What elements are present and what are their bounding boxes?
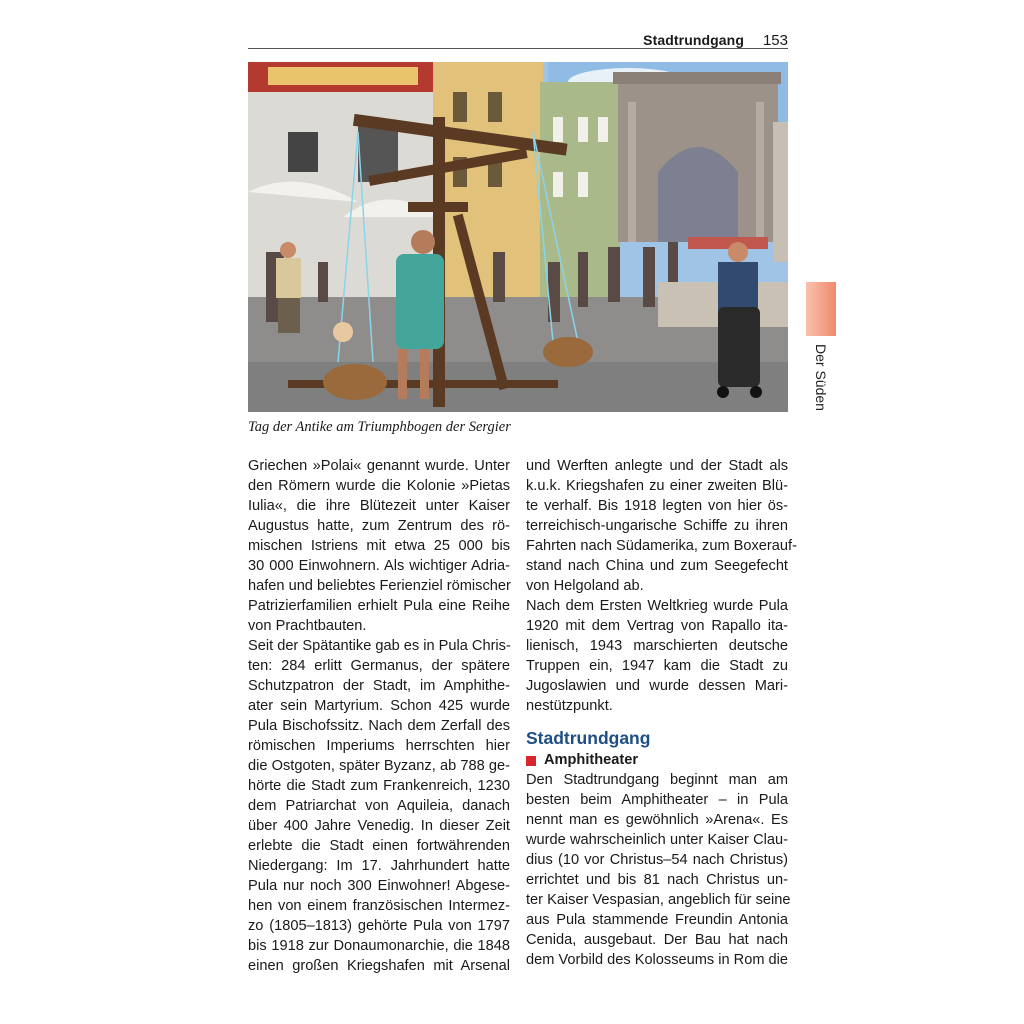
text-line: die Ostgoten, später Byzanz, ab 788 ge- (248, 758, 510, 774)
text-line: Jugoslawien und wurde dessen Mari- (526, 678, 788, 694)
chapter-side-label: Der Süden (813, 344, 829, 411)
text-line: Pula nur noch 300 Einwohner! Abgese- (248, 878, 510, 894)
text-column-left (248, 456, 510, 976)
text-line: mischen Istriens mit etwa 25 000 bis (248, 538, 510, 554)
text-line: hen von einem französischen Intermez- (248, 898, 510, 914)
text-line: Niedergang: Im 17. Jahrhundert hatte (248, 858, 510, 874)
text-line: wurde wahrscheinlich unter Kaiser Clau- (526, 832, 788, 848)
text-line: Nach dem Ersten Weltkrieg wurde Pula (526, 598, 788, 614)
text-line: römischen Imperiums herrschten hier (248, 738, 510, 754)
text-line: und Werften anlegte und der Stadt als (526, 458, 788, 474)
text-line: besten beim Amphitheater – in Pula (526, 792, 788, 808)
text-line: 1920 mit dem Vertrag von Rapallo ita- (526, 618, 788, 634)
text-line: zo (1805–1813) gehörte Pula von 1797 (248, 918, 510, 934)
text-line: ten: 284 erlitt Germanus, der spätere (248, 658, 510, 674)
text-line: erlebte die Stadt einen fortwährenden (248, 838, 510, 854)
section-heading: Stadtrundgang (526, 728, 651, 748)
text-column-right (526, 456, 797, 970)
page-number: 153 (762, 32, 788, 49)
running-header (248, 30, 788, 49)
text-line: von Helgoland ab. (526, 578, 644, 594)
chapter-tab-marker (806, 282, 836, 336)
text-line: Iulia«, die ihre Blütezeit unter Kaiser (248, 498, 510, 514)
text-line: Truppen ein, 1947 kam die Stadt zu (526, 658, 788, 674)
text-line: Griechen »Polai« genannt wurde. Unter (248, 458, 510, 474)
text-line: Patrizierfamilien erhielt Pula eine Reihe (248, 598, 510, 614)
text-line: ater sein Martyrium. Schon 425 wurde (248, 698, 510, 714)
text-line: ter Kaiser Vespasian, angeblich für seine (526, 892, 791, 908)
running-header-section: Stadtrundgang (643, 32, 744, 48)
text-line: nestützpunkt. (526, 698, 613, 714)
subsection-heading-label: Amphitheater (544, 752, 639, 768)
text-line: einen großen Kriegshafen mit Arsenal (248, 958, 510, 974)
text-line: lienisch, 1943 marschierten deutsche (526, 638, 788, 654)
text-line: nennt man es gewöhnlich »Arena«. Es (526, 812, 788, 828)
text-line: stand nach China und zum Seegefecht (526, 558, 788, 574)
text-line: über 400 Jahre Venedig. In dieser Zeit (248, 818, 510, 834)
photo-caption: Tag der Antike am Triumphbogen der Sergier (248, 419, 511, 435)
text-line: hörte die Stadt zum Frankenreich, 1230 (248, 778, 510, 794)
text-line: von Prachtbauten. (248, 618, 367, 634)
text-line: bis 1918 zur Donaumonarchie, die 1848 (248, 938, 510, 954)
text-block-amphitheater (526, 770, 791, 970)
text-line: Schutzpatron der Stadt, im Amphithe- (248, 678, 510, 694)
text-line: Den Stadtrundgang beginnt man am (526, 772, 788, 788)
subsection-heading (526, 750, 788, 770)
text-line: Fahrten nach Südamerika, zum Boxerauf- (526, 538, 797, 554)
text-line: dius (10 vor Christus–54 nach Christus) (526, 852, 788, 868)
text-line: Cenida, ausgebaut. Der Bau hat nach (526, 932, 788, 948)
text-line: errichtet und bis 81 nach Christus un- (526, 872, 788, 888)
text-line: dem Vorbild des Kolosseums in Rom die (526, 952, 789, 968)
text-line: Seit der Spätantike gab es in Pula Chris- (248, 638, 511, 654)
text-line: k.u.k. Kriegshafen zu einer zweiten Blü- (526, 478, 788, 494)
text-line: 30 000 Einwohnern. Als wichtiger Adria- (248, 558, 510, 574)
text-line: dem Patriarchat von Aquileia, danach (248, 798, 510, 814)
text-line: hafen und beliebtes Ferienziel römischer (248, 578, 511, 594)
text-line: Augustus hatte, zum Zentrum des rö- (248, 518, 510, 534)
text-line: te verhalf. Bis 1918 legten von hier ös- (526, 498, 788, 514)
text-line: terreichisch-ungarische Schiffe zu ihren (526, 518, 788, 534)
red-square-bullet-icon (526, 756, 536, 766)
text-line: Pula Bischofssitz. Nach dem Zerfall des (248, 718, 510, 734)
photo-triumphal-arch-festival (248, 62, 788, 412)
text-block-history (526, 456, 797, 716)
text-line: aus Pula stammende Freundin Antonia (526, 912, 788, 928)
text-line: den Römern wurde die Kolonie »Pietas (248, 478, 510, 494)
